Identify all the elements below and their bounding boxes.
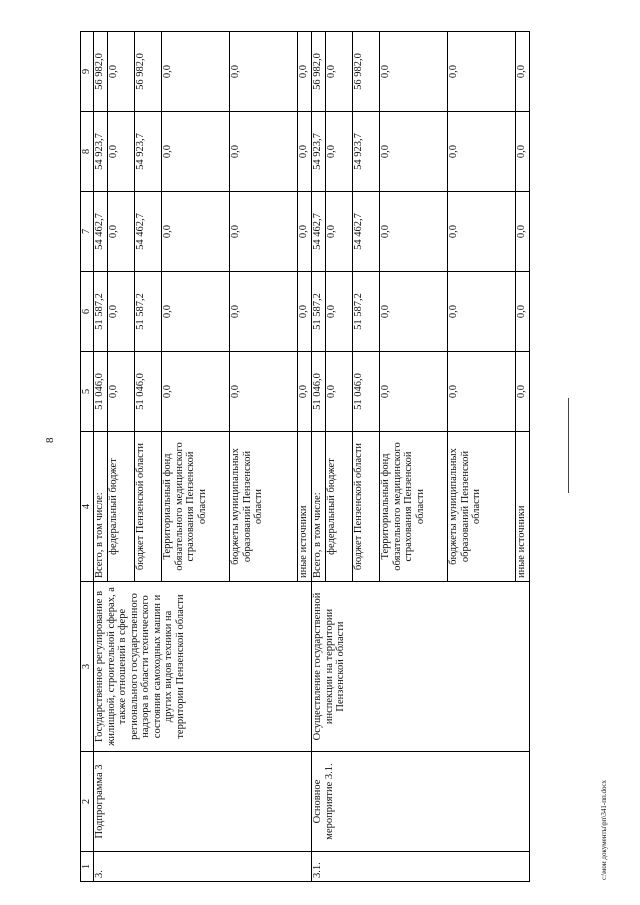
value-cell: 51 046,0 [135, 352, 162, 432]
value-cell: 0,0 [230, 272, 298, 352]
value-cell: 0,0 [380, 32, 448, 112]
value-cell: 0,0 [230, 112, 298, 192]
value-cell: 0,0 [380, 272, 448, 352]
value-cell: 0,0 [448, 112, 516, 192]
value-cell: 0,0 [297, 272, 311, 352]
value-cell: 54 462,7 [311, 192, 325, 272]
value-cell: 0,0 [515, 352, 529, 432]
value-cell: 0,0 [230, 192, 298, 272]
col-header-1: 1 [81, 852, 94, 882]
value-cell: 0,0 [297, 192, 311, 272]
table-header [81, 32, 94, 882]
value-cell: 0,0 [108, 272, 135, 352]
value-cell: 0,0 [380, 192, 448, 272]
table-row [94, 32, 108, 882]
value-cell: 0,0 [108, 32, 135, 112]
funding-source: иные источники [515, 432, 529, 582]
funding-source: Территориальный фонд обязательного медицинского страхования Пензенской области [162, 432, 230, 582]
value-cell: 0,0 [297, 112, 311, 192]
value-cell: 0,0 [515, 112, 529, 192]
funding-source: федеральный бюджет [108, 432, 135, 582]
separator-rule [568, 398, 569, 493]
row-number: 3. [94, 852, 312, 882]
value-cell: 0,0 [515, 32, 529, 112]
row-number: 3.1. [311, 852, 529, 882]
value-cell: 56 982,0 [353, 32, 380, 112]
col-header-4: 4 [81, 432, 94, 582]
value-cell: 0,0 [162, 352, 230, 432]
value-cell: 51 587,2 [94, 272, 108, 352]
value-cell: 54 923,7 [135, 112, 162, 192]
funding-source: Территориальный фонд обязательного медицинского страхования Пензенской области [380, 432, 448, 582]
value-cell: 0,0 [448, 192, 516, 272]
funding-source: бюджет Пензенской области [135, 432, 162, 582]
col-header-3: 3 [81, 582, 94, 752]
funding-source: Всего, в том числе: [311, 432, 325, 582]
value-cell: 0,0 [162, 272, 230, 352]
value-cell: 54 462,7 [94, 192, 108, 272]
funding-source: бюджет Пензенской области [353, 432, 380, 582]
value-cell: 0,0 [108, 192, 135, 272]
value-cell: 0,0 [162, 32, 230, 112]
value-cell: 56 982,0 [135, 32, 162, 112]
value-cell: 0,0 [297, 352, 311, 432]
value-cell: 0,0 [326, 352, 353, 432]
value-cell: 0,0 [162, 112, 230, 192]
footer-file-path: c:\мои документы\рп\341-пп.docx [600, 779, 608, 880]
funding-source: иные источники [297, 432, 311, 582]
rotated-page [80, 32, 530, 882]
value-cell: 0,0 [448, 272, 516, 352]
value-cell: 0,0 [326, 272, 353, 352]
col-header-9: 9 [81, 32, 94, 112]
value-cell: 0,0 [230, 32, 298, 112]
value-cell: 0,0 [515, 192, 529, 272]
value-cell: 54 462,7 [135, 192, 162, 272]
value-cell: 51 046,0 [94, 352, 108, 432]
funding-source: бюджеты муниципальных образований Пензенской области [448, 432, 516, 582]
col-header-7: 7 [81, 192, 94, 272]
value-cell: 51 587,2 [135, 272, 162, 352]
funding-table [80, 31, 530, 882]
value-cell: 0,0 [515, 272, 529, 352]
value-cell: 0,0 [108, 112, 135, 192]
value-cell: 0,0 [326, 32, 353, 112]
value-cell: 0,0 [108, 352, 135, 432]
value-cell: 0,0 [162, 192, 230, 272]
program-description: Государственное регулирование в жилищной, строительной сферах, а также отношений в сфере регионального государственного надзора в области технического состояния самоходных машин и других видов техники на территории Пензенской области [94, 582, 312, 752]
funding-source: бюджеты муниципальных образований Пензенской области [230, 432, 298, 582]
col-header-5: 5 [81, 352, 94, 432]
value-cell: 0,0 [448, 352, 516, 432]
value-cell: 54 923,7 [353, 112, 380, 192]
value-cell: 0,0 [380, 112, 448, 192]
value-cell: 51 046,0 [311, 352, 325, 432]
col-header-6: 6 [81, 272, 94, 352]
value-cell: 51 587,2 [353, 272, 380, 352]
value-cell: 54 923,7 [311, 112, 325, 192]
column-number-row [81, 32, 94, 882]
page-number: 8 [44, 437, 56, 443]
value-cell: 0,0 [326, 112, 353, 192]
value-cell: 56 982,0 [311, 32, 325, 112]
value-cell: 0,0 [326, 192, 353, 272]
value-cell: 0,0 [448, 32, 516, 112]
value-cell: 56 982,0 [94, 32, 108, 112]
funding-source: Всего, в том числе: [94, 432, 108, 582]
program-name: Основное мероприятие 3.1. [311, 752, 529, 852]
program-description: Осуществление государственной инспекции на территории Пензенской области [311, 582, 529, 752]
value-cell: 0,0 [380, 352, 448, 432]
value-cell: 54 923,7 [94, 112, 108, 192]
value-cell: 51 046,0 [353, 352, 380, 432]
col-header-8: 8 [81, 112, 94, 192]
value-cell: 51 587,2 [311, 272, 325, 352]
table-row [311, 32, 325, 882]
value-cell: 0,0 [297, 32, 311, 112]
value-cell: 0,0 [230, 352, 298, 432]
funding-source: федеральный бюджет [326, 432, 353, 582]
col-header-2: 2 [81, 752, 94, 852]
value-cell: 54 462,7 [353, 192, 380, 272]
program-name: Подпрограмма 3 [94, 752, 312, 852]
